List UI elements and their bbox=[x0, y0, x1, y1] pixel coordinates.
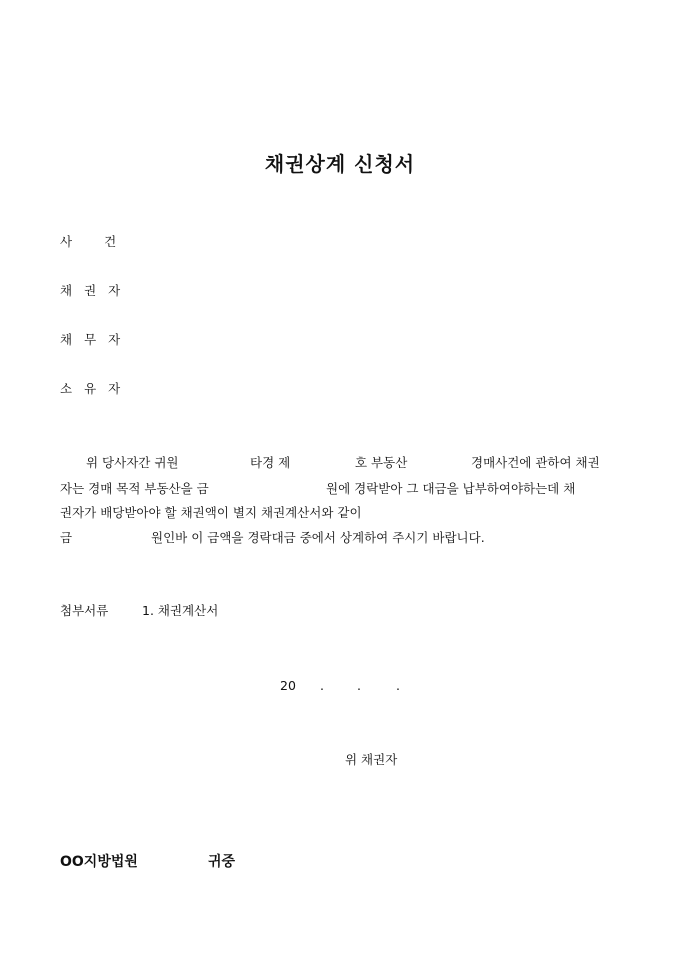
body-line2-a: 자는 경매 목적 부동산을 금 bbox=[60, 481, 209, 496]
signer-label: 위 채권자 bbox=[345, 752, 398, 767]
body-line4-a: 금 bbox=[60, 530, 73, 545]
date-year: 20 bbox=[280, 678, 296, 693]
field-owner-char-3: 자 bbox=[108, 381, 121, 396]
field-case-char-1: 사 bbox=[60, 234, 73, 249]
field-owner-char-2: 유 bbox=[84, 381, 97, 396]
field-debtor-char-2: 무 bbox=[84, 332, 97, 347]
field-creditor-char-1: 채 bbox=[60, 283, 73, 298]
attachments-label: 첨부서류 bbox=[60, 603, 109, 618]
date-sep-3: . bbox=[396, 678, 400, 693]
body-line1-b: 타경 제 bbox=[250, 455, 291, 470]
date-sep-1: . bbox=[320, 678, 324, 693]
field-owner-char-1: 소 bbox=[60, 381, 73, 396]
body-line1-a: 위 당사자간 귀원 bbox=[86, 455, 179, 470]
field-case-char-2: 건 bbox=[104, 234, 117, 249]
body-line4-b: 원인바 이 금액을 경락대금 중에서 상계하여 주시기 바랍니다. bbox=[151, 530, 485, 545]
field-debtor-label bbox=[60, 330, 120, 348]
court-suffix: 귀중 bbox=[208, 854, 236, 870]
field-creditor-char-2: 권 bbox=[84, 283, 97, 298]
document-title: 채권상계 신청서 bbox=[264, 152, 416, 176]
field-creditor-label bbox=[60, 281, 120, 299]
field-debtor-char-3: 자 bbox=[108, 332, 121, 347]
field-owner-label bbox=[60, 379, 120, 397]
body-line1-c: 호 부동산 bbox=[355, 455, 408, 470]
body-line1-d: 경매사건에 관하여 채권 bbox=[471, 455, 600, 470]
attachment-item: 1. 채권계산서 bbox=[142, 603, 219, 618]
field-debtor-char-1: 채 bbox=[60, 332, 73, 347]
field-case-label bbox=[60, 232, 116, 250]
court-name: OO지방법원 bbox=[60, 854, 138, 870]
body-line2-b: 원에 경락받아 그 대금을 납부하여야하는데 채 bbox=[326, 481, 576, 496]
field-creditor-char-3: 자 bbox=[108, 283, 121, 298]
body-line3: 권자가 배당받아야 할 채권액이 별지 채권계산서와 같이 bbox=[60, 505, 362, 520]
date-sep-2: . bbox=[357, 678, 361, 693]
